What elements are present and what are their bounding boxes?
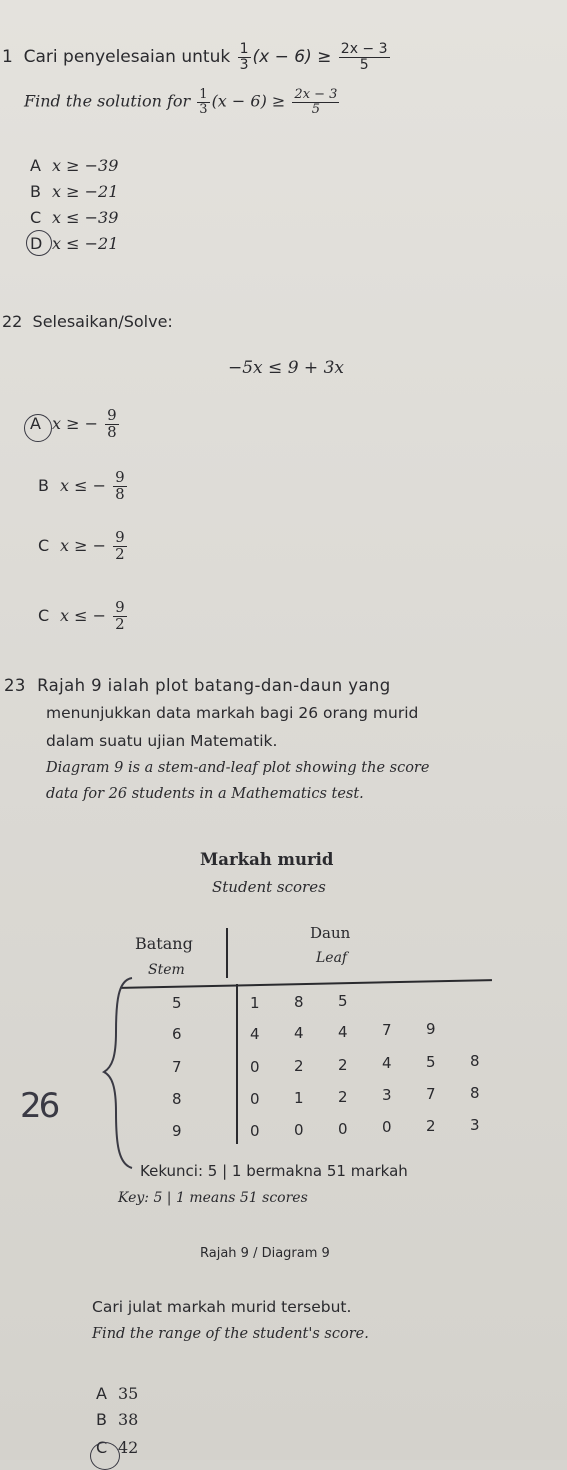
- q22-number: 22: [2, 312, 23, 331]
- q23-option-b[interactable]: B 38: [96, 1410, 139, 1429]
- leaf-value: 2: [426, 1117, 436, 1136]
- q20-english-line: Find the solution for $\frac{1}{3}$ (x − 6) ≥ $\frac{2x - 3}{5}$: [24, 87, 338, 117]
- q20-english-text: Find the solution for: [24, 91, 191, 111]
- q20-coef-fraction: $\frac{1}{3}$: [239, 41, 249, 73]
- leaf-value: 8: [470, 1084, 480, 1102]
- stem-header-english: Stem: [148, 962, 185, 978]
- q20-option-c[interactable]: C x ≤ −39: [30, 208, 119, 227]
- leaf-value: 0: [294, 1120, 304, 1139]
- stem-value: 9: [172, 1122, 182, 1140]
- handwritten-brace: [100, 972, 140, 1172]
- q23-answer-circle: [90, 1442, 120, 1470]
- q20-option-a[interactable]: A x ≥ −39: [30, 156, 119, 175]
- key-malay: Kekunci: 5 | 1 bermakna 51 markah: [140, 1162, 408, 1180]
- leaf-value: 2: [294, 1056, 304, 1075]
- q23-english-line-1: Diagram 9 is a stem-and-leaf plot showing the score: [46, 760, 430, 776]
- stem-value: 6: [172, 1025, 182, 1043]
- q23-question-malay: Cari julat markah murid tersebut.: [92, 1298, 352, 1316]
- leaf-value: 2: [338, 1087, 348, 1106]
- leaf-value: 5: [426, 1053, 436, 1072]
- q23-malay-line-1: 23 Rajah 9 ialah plot batang-dan-daun yang: [4, 676, 391, 695]
- stem-value: 5: [172, 994, 182, 1012]
- q22-prompt: Selesaikan/Solve:: [32, 312, 173, 331]
- key-english: Key: 5 | 1 means 51 scores: [118, 1190, 308, 1206]
- header-underline: [120, 979, 492, 988]
- stem-header-malay: Batang: [135, 934, 193, 953]
- q20-paren: (x − 6) ≥: [252, 47, 332, 68]
- diagram-label: Rajah 9 / Diagram 9: [200, 1246, 330, 1261]
- q23-question-english: Find the range of the student's score.: [92, 1326, 369, 1342]
- leaf-value: 0: [250, 1090, 260, 1108]
- q23-malay-line-3: dalam suatu ujian Matematik.: [46, 732, 278, 750]
- q20-answer-circle: [26, 230, 52, 256]
- q22-answer-circle: [24, 414, 52, 442]
- leaf-value: 3: [470, 1116, 480, 1134]
- leaf-value: 7: [426, 1085, 436, 1104]
- handwritten-count: 26: [20, 1086, 58, 1126]
- q23-option-a[interactable]: A 35: [96, 1384, 139, 1403]
- leaf-value: 1: [250, 994, 260, 1012]
- stem-leaf-divider: [236, 984, 238, 1144]
- q22-prompt-line: [2, 312, 173, 331]
- leaf-value: 0: [250, 1122, 260, 1140]
- q20-coef-fraction-en: $\frac{1}{3}$: [199, 87, 208, 117]
- q22-inequality: −5x ≤ 9 + 3x: [228, 358, 344, 378]
- stem-value: 7: [172, 1058, 182, 1076]
- q23-english-line-2: data for 26 students in a Mathematics test.: [46, 786, 364, 802]
- q20-malay-text: Cari penyelesaian untuk: [23, 47, 231, 68]
- header-divider-vertical: [226, 928, 228, 978]
- leaf-header-english: Leaf: [316, 950, 348, 966]
- q20-option-d[interactable]: D x ≤ −21: [30, 234, 119, 253]
- q22-option-d[interactable]: C x ≤ − $\frac{9}{2}$: [38, 598, 125, 633]
- leaf-value: 4: [338, 1022, 348, 1041]
- leaf-value: 4: [382, 1054, 392, 1073]
- leaf-value: 0: [338, 1119, 348, 1138]
- q23-number: 23: [4, 676, 26, 695]
- q22-option-a[interactable]: A x ≥ − $\frac{9}{8}$: [30, 406, 117, 441]
- leaf-value: 0: [250, 1058, 260, 1076]
- q20-option-b[interactable]: B x ≥ −21: [30, 182, 119, 201]
- leaf-value: 2: [338, 1055, 348, 1074]
- leaf-value: 9: [426, 1020, 436, 1039]
- leaf-value: 0: [382, 1118, 392, 1137]
- q20-number: 1: [2, 47, 13, 68]
- leaf-value: 1: [294, 1088, 304, 1107]
- q20-rhs-fraction: $\frac{2x - 3}{5}$: [340, 41, 388, 73]
- q20-malay-line: [2, 42, 392, 72]
- q20-rhs-fraction-en: $\frac{2x - 3}{5}$: [294, 87, 338, 117]
- leaf-value: 8: [294, 992, 304, 1011]
- stem-value: 8: [172, 1090, 182, 1108]
- leaf-header-malay: Daun: [310, 924, 351, 942]
- leaf-value: 7: [382, 1021, 392, 1040]
- plot-title-english: Student scores: [212, 878, 326, 896]
- q23-malay-line-2: menunjukkan data markah bagi 26 orang murid: [46, 704, 419, 722]
- leaf-value: 4: [250, 1025, 260, 1043]
- leaf-value: 3: [382, 1086, 392, 1105]
- plot-title-malay: Markah murid: [200, 850, 334, 869]
- leaf-value: 4: [294, 1023, 304, 1042]
- q22-option-c[interactable]: C x ≥ − $\frac{9}{2}$: [38, 528, 125, 563]
- q22-option-b[interactable]: B x ≤ − $\frac{9}{8}$: [38, 468, 125, 503]
- leaf-value: 8: [470, 1052, 480, 1070]
- leaf-value: 5: [338, 991, 348, 1010]
- q23-option-c[interactable]: C 42: [96, 1438, 139, 1457]
